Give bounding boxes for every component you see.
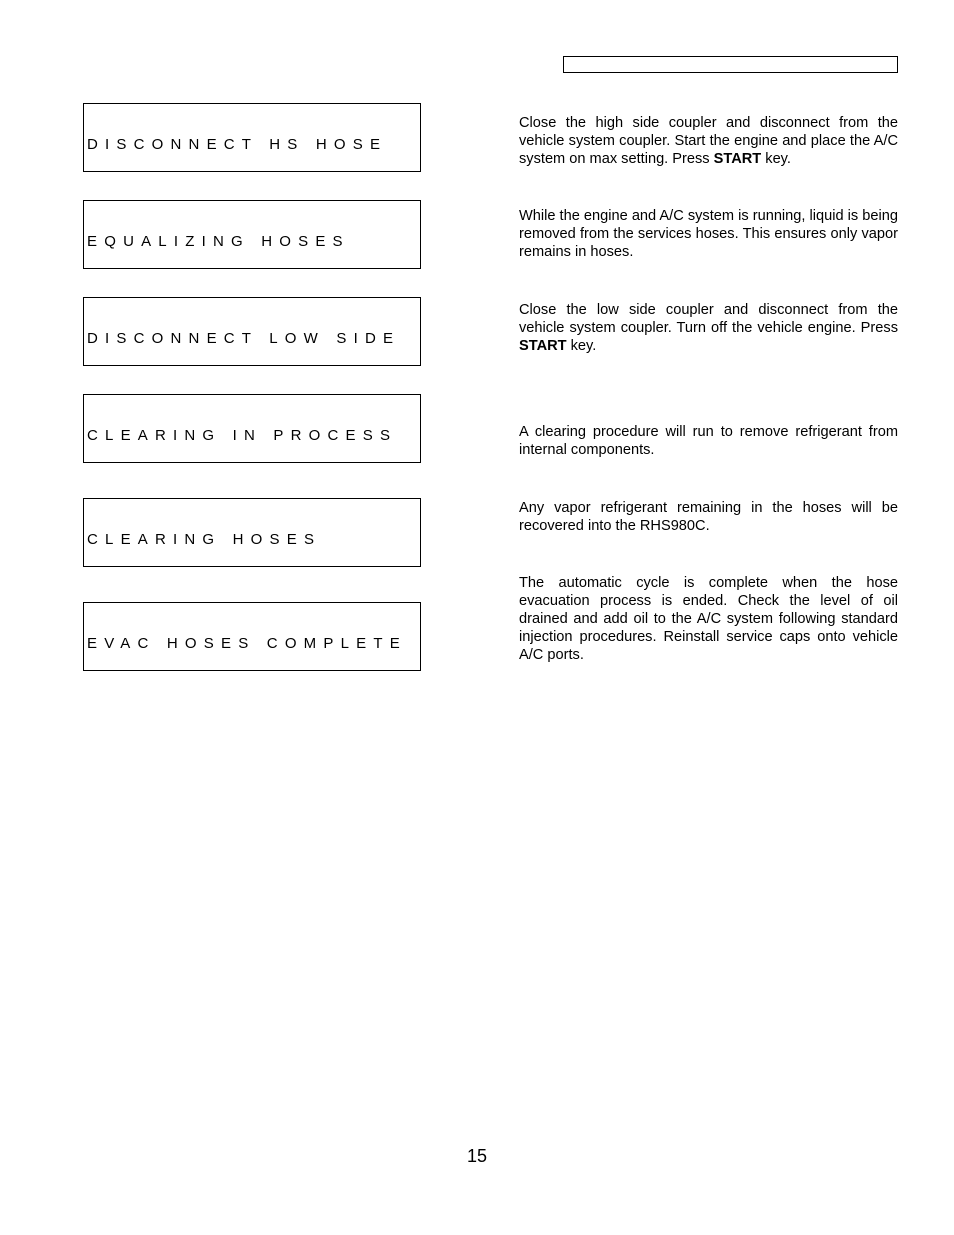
description-text: Any vapor refrigerant remaining in the hoses will be recovered into the RHS980C. (519, 500, 898, 534)
description-text: The automatic cycle is complete when the hose evacuation process is ended. Check the level of oil drained and add oil to the A/C system following standard injection procedures. Reinstall service caps onto vehicle A/C ports. (519, 575, 898, 663)
lcd-screen-equalizing (83, 200, 421, 269)
lcd-screen-disconnect-low (83, 297, 421, 366)
page-number: 15 (466, 1146, 488, 1166)
key-label: START (519, 338, 567, 354)
header-box (563, 56, 898, 73)
lcd-line: CLEARING IN PROCESS (87, 427, 398, 445)
description-text: key. (566, 338, 597, 354)
description-paragraph (519, 114, 898, 168)
description-text: key. (761, 151, 791, 167)
description-paragraph (519, 499, 898, 535)
lcd-screen-clearing-hoses (83, 498, 421, 567)
lcd-line: EQUALIZING HOSES (87, 233, 350, 251)
description-text: Close the high side coupler and disconnect from the vehicle system coupler. Start the engine and place the A/C system on max setting. Press (519, 115, 898, 167)
lcd-screen-clearing-process (83, 394, 421, 463)
description-paragraph (519, 301, 898, 355)
description-paragraph (519, 207, 898, 261)
lcd-line: DISCONNECT HS HOSE (87, 136, 388, 154)
description-text: Close the low side coupler and disconnect from the vehicle system coupler. Turn off the vehicle engine. Press (519, 302, 898, 336)
lcd-line: DISCONNECT LOW SIDE (87, 330, 401, 348)
lcd-screen-disconnect-hs (83, 103, 421, 172)
key-label: START (713, 151, 762, 167)
lcd-line: EVAC HOSES COMPLETE (87, 635, 407, 653)
description-paragraph (519, 574, 898, 664)
description-text: While the engine and A/C system is running, liquid is being removed from the services hoses. This ensures only vapor remains in hoses. (519, 208, 898, 260)
lcd-screen-evac-complete (83, 602, 421, 671)
description-paragraph (519, 423, 898, 459)
description-text: A clearing procedure will run to remove refrigerant from internal components. (519, 424, 898, 458)
lcd-line: CLEARING HOSES (87, 531, 322, 549)
